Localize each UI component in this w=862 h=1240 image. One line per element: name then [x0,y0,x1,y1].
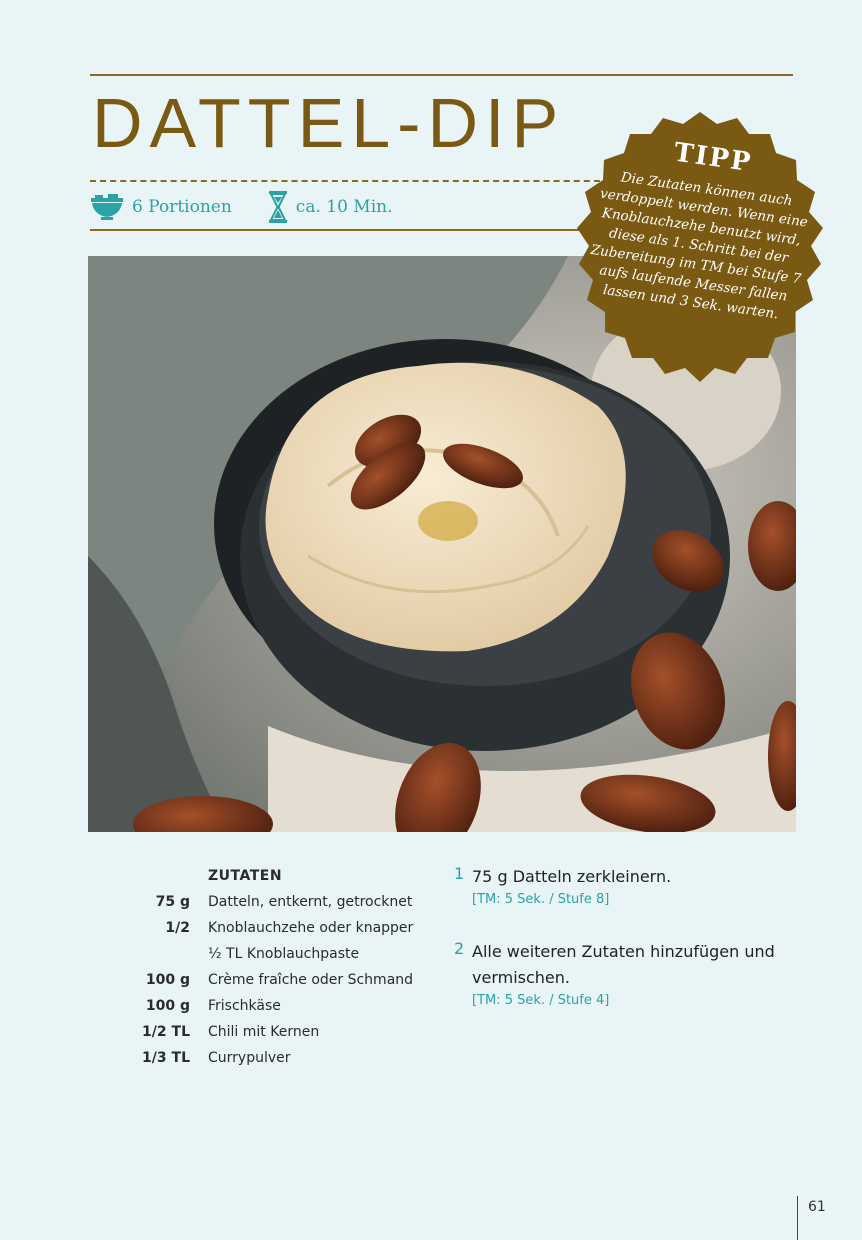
ingredient-name: Crème fraîche oder Schmand [208,972,414,988]
ingredient-row [100,1048,440,1074]
ingredient-qty: 1/3 TL [142,1050,190,1066]
meta-rule [90,229,590,231]
ingredient-row [100,918,440,944]
ingredient-name: Knoblauchzehe oder knapper [208,920,414,936]
ingredient-name: ½ TL Knoblauchpaste [208,946,360,962]
recipe-title: DATTEL-DIP [92,84,566,162]
ingredient-qty: 1/2 [165,920,190,936]
time-info [268,191,393,223]
ingredient-name: Currypulver [208,1050,291,1066]
ingredient-name: Datteln, entkernt, getrocknet [208,894,413,910]
ingredient-name: Frischkäse [208,998,281,1014]
ingredient-row [100,970,440,996]
dashed-divider [90,180,610,182]
step-tm-setting: [TM: 5 Sek. / Stufe 8] [472,892,610,907]
step-number: 1 [454,864,465,883]
preparation-steps [454,864,784,1040]
top-rule [90,74,793,76]
hourglass-icon [268,191,288,223]
ingredient-row [100,1022,440,1048]
step-text: Alle weiteren Zutaten hinzufügen und vermischen. [472,942,775,987]
ingredient-row [100,892,440,918]
ingredient-name: Chili mit Kernen [208,1024,320,1040]
portions-info [90,194,232,220]
ingredient-qty: 100 g [145,998,190,1014]
ingredient-qty: 1/2 TL [142,1024,190,1040]
ingredients-heading: ZUTATEN [208,868,283,884]
step-2 [454,939,784,1008]
page-number: 61 [808,1199,826,1215]
step-text: 75 g Datteln zerkleinern. [472,867,672,886]
step-number: 2 [454,939,465,958]
bowl-icon [90,194,124,220]
ingredient-row [100,944,440,970]
ingredients-list [100,892,440,1074]
step-1 [454,864,784,907]
tipp-content [546,91,853,411]
tipp-title: TIPP [671,137,755,179]
portions-label: 6 Portionen [132,197,232,217]
tipp-badge [565,108,835,393]
recipe-meta [90,190,429,224]
ingredient-qty: 100 g [145,972,190,988]
time-label: ca. 10 Min. [295,197,393,217]
tipp-text: Die Zutaten können auch verdoppelt werden. Wenn eine Knoblauchzehe benutzt wird, diese als 1. Schritt bei der Zubereitung im TM bei Stufe 7 aufs laufende Messer fallen lassen und 3 Sek. warten. [589,169,809,323]
page-number-rule [797,1196,798,1240]
ingredient-qty: 75 g [155,894,190,910]
step-tm-setting: [TM: 5 Sek. / Stufe 4] [472,993,610,1008]
ingredient-row [100,996,440,1022]
